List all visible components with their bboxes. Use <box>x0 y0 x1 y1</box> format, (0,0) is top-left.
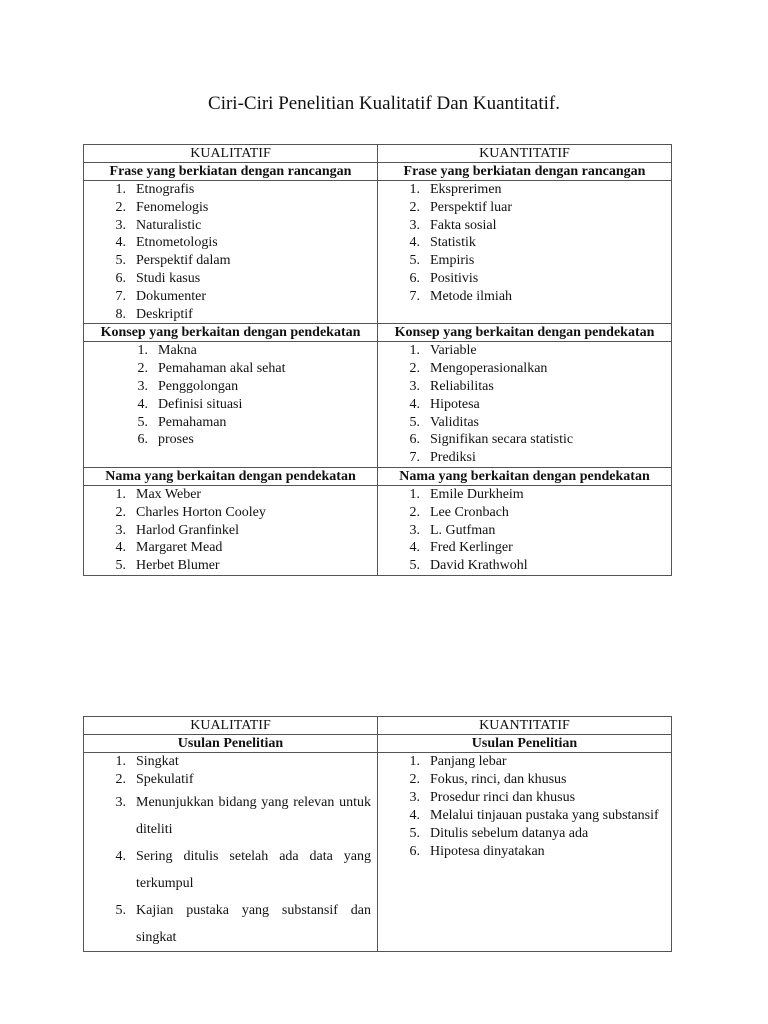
list-number: 6. <box>137 432 148 448</box>
list-item-text: Spekulatif <box>136 772 194 787</box>
list-item <box>378 539 671 557</box>
list-item <box>378 504 671 522</box>
list-item <box>84 252 377 270</box>
list-number: 3. <box>409 522 420 538</box>
list-cell-left <box>84 485 378 575</box>
list-item <box>84 753 377 771</box>
list-cell-right <box>378 342 672 468</box>
header-kuantitatif: KUANTITATIF <box>378 145 672 163</box>
list-item <box>84 414 377 432</box>
list-item <box>378 753 671 771</box>
header-kualitatif: KUALITATIF <box>84 145 378 163</box>
list-number: 4. <box>409 235 420 251</box>
list-number: 2. <box>409 361 420 377</box>
list-item-text: Pemahaman akal sehat <box>158 361 286 377</box>
header-kualitatif: KUALITATIF <box>84 717 378 735</box>
list-item <box>84 504 377 522</box>
list-item-text: Variable <box>430 343 477 359</box>
list-item-text: proses <box>158 432 194 448</box>
section-title-left: Frase yang berkiatan dengan rancangan <box>84 163 378 181</box>
list-number: 1. <box>409 343 420 359</box>
list-item-text: Ditulis sebelum datanya ada <box>430 826 589 841</box>
list-number: 2. <box>409 199 420 215</box>
list-item <box>84 897 377 951</box>
list-item-text: Penggolongan <box>158 378 239 394</box>
list-item <box>84 288 377 306</box>
list-item-text: Prediksi <box>430 450 476 466</box>
list-number: 4. <box>409 396 420 412</box>
list-number: 4. <box>115 849 126 864</box>
list-number: 4. <box>115 540 126 556</box>
list-number: 5. <box>409 826 420 841</box>
list-item-text: Fakta sosial <box>430 217 497 233</box>
list-item-text: Prosedur rinci dan khusus <box>430 790 576 805</box>
list-number: 4. <box>115 235 126 251</box>
list-number: 6. <box>409 432 420 448</box>
list-number: 1. <box>115 486 126 502</box>
list-item <box>84 486 377 504</box>
list-number: 3. <box>137 378 148 394</box>
list-number: 7. <box>409 450 420 466</box>
list-number: 5. <box>115 903 126 918</box>
list-item-text: Fred Kerlinger <box>430 540 513 556</box>
list-number: 8. <box>115 306 126 322</box>
list-item <box>378 522 671 540</box>
list-number: 3. <box>115 795 126 810</box>
list-item-text: Statistik <box>430 235 476 251</box>
list-item <box>378 360 671 378</box>
list-cell-right <box>378 485 672 575</box>
list-item <box>378 825 671 843</box>
list-item-text: Sering ditulis setelah ada data yang terkumpul <box>136 849 371 891</box>
list-item <box>84 396 377 414</box>
characteristics-table <box>83 144 672 576</box>
list-item <box>378 217 671 235</box>
section-title-left: Usulan Penelitian <box>84 735 378 753</box>
list-item-text: Eksprerimen <box>430 182 502 197</box>
list-item-text: Makna <box>158 343 197 359</box>
list-item-text: Etnografis <box>136 182 195 197</box>
list-item <box>84 789 377 843</box>
list-item-text: L. Gutfman <box>430 522 496 538</box>
list-item <box>378 557 671 575</box>
list-item <box>378 807 671 825</box>
list-number: 4. <box>409 540 420 556</box>
list-item-text: Harlod Granfinkel <box>136 522 240 538</box>
list-item-text: Studi kasus <box>136 270 201 286</box>
list-item <box>84 181 377 199</box>
list-number: 6. <box>115 270 126 286</box>
list-cell-right <box>378 753 672 952</box>
list-item-text: Herbet Blumer <box>136 558 220 574</box>
list-item-text: Empiris <box>430 253 475 269</box>
list-item-text: Deskriptif <box>136 306 193 322</box>
list-item <box>84 306 377 324</box>
list-number: 4. <box>409 808 420 823</box>
list-item-text: Metode ilmiah <box>430 288 513 304</box>
list-number: 2. <box>137 361 148 377</box>
list-item-text: Singkat <box>136 754 179 769</box>
list-item-text: Hipotesa dinyatakan <box>430 844 545 859</box>
list-item <box>378 449 671 467</box>
list-item <box>378 252 671 270</box>
list-number: 7. <box>409 288 420 304</box>
list-item <box>378 414 671 432</box>
list-item <box>84 539 377 557</box>
list-item-text: Validitas <box>430 414 479 430</box>
list-item <box>378 431 671 449</box>
list-number: 3. <box>409 217 420 233</box>
list-item-text: Fenomelogis <box>136 199 209 215</box>
section-title-right: Konsep yang berkaitan dengan pendekatan <box>378 324 672 342</box>
list-item-text: Max Weber <box>136 486 202 502</box>
section-title-right: Usulan Penelitian <box>378 735 672 753</box>
list-item-text: Mengoperasionalkan <box>430 361 548 377</box>
list-number: 5. <box>409 253 420 269</box>
list-number: 1. <box>115 754 126 769</box>
list-number: 1. <box>409 754 420 769</box>
list-item-text: Kajian pustaka yang substansif dan singkat <box>136 903 371 945</box>
list-number: 7. <box>115 288 126 304</box>
list-item-text: Panjang lebar <box>430 754 507 769</box>
list-number: 5. <box>137 414 148 430</box>
section-title-left: Konsep yang berkaitan dengan pendekatan <box>84 324 378 342</box>
list-number: 3. <box>115 522 126 538</box>
list-item <box>378 181 671 199</box>
list-item-text: David Krathwohl <box>430 558 528 574</box>
list-item <box>378 789 671 807</box>
list-item-text: Charles Horton Cooley <box>136 504 266 520</box>
list-number: 6. <box>409 844 420 859</box>
list-item-text: Perspektif dalam <box>136 253 231 269</box>
proposal-table <box>83 716 672 952</box>
list-number: 1. <box>137 343 148 359</box>
list-item-text: Margaret Mead <box>136 540 223 556</box>
list-item-text: Definisi situasi <box>158 396 243 412</box>
section-title-left: Nama yang berkaitan dengan pendekatan <box>84 467 378 485</box>
list-number: 3. <box>115 217 126 233</box>
list-item-text: Lee Cronbach <box>430 504 509 520</box>
list-number: 1. <box>409 486 420 502</box>
list-item <box>84 378 377 396</box>
list-item-text: Signifikan secara statistic <box>430 432 574 448</box>
list-item <box>84 360 377 378</box>
list-item <box>378 771 671 789</box>
list-item-text: Naturalistic <box>136 217 202 233</box>
list-item <box>84 557 377 575</box>
list-item-text: Melalui tinjauan pustaka yang substansif <box>430 808 659 823</box>
list-item <box>378 234 671 252</box>
section-title-right: Nama yang berkaitan dengan pendekatan <box>378 467 672 485</box>
list-item-text: Hipotesa <box>430 396 480 412</box>
list-cell-left <box>84 181 378 324</box>
list-item-text: Menunjukkan bidang yang relevan untuk diteliti <box>136 795 371 837</box>
list-number: 5. <box>115 558 126 574</box>
list-item <box>84 342 377 360</box>
list-item <box>378 199 671 217</box>
page-title: Ciri-Ciri Penelitian Kualitatif Dan Kuantitatif. <box>208 93 560 114</box>
list-item-text: Pemahaman <box>158 414 227 430</box>
list-number: 2. <box>115 199 126 215</box>
list-item <box>378 486 671 504</box>
list-number: 2. <box>409 772 420 787</box>
list-item <box>84 217 377 235</box>
list-cell-left <box>84 753 378 952</box>
list-item <box>378 288 671 306</box>
list-item-text: Fokus, rinci, dan khusus <box>430 772 567 787</box>
list-number: 6. <box>409 270 420 286</box>
list-item <box>378 843 671 861</box>
section-title-right: Frase yang berkiatan dengan rancangan <box>378 163 672 181</box>
list-item <box>84 843 377 897</box>
list-item <box>84 771 377 789</box>
list-item <box>84 270 377 288</box>
list-number: 2. <box>115 772 126 787</box>
list-number: 1. <box>115 182 126 197</box>
list-number: 3. <box>409 378 420 394</box>
list-cell-right <box>378 181 672 324</box>
list-item-text: Dokumenter <box>136 288 206 304</box>
list-number: 1. <box>409 182 420 197</box>
list-item <box>378 342 671 360</box>
list-item <box>378 270 671 288</box>
list-number: 2. <box>409 504 420 520</box>
list-number: 3. <box>409 790 420 805</box>
list-number: 5. <box>409 414 420 430</box>
list-item <box>84 522 377 540</box>
list-item-text: Emile Durkheim <box>430 486 524 502</box>
list-number: 4. <box>137 396 148 412</box>
list-item <box>84 234 377 252</box>
list-number: 2. <box>115 504 126 520</box>
list-item <box>84 199 377 217</box>
list-item-text: Perspektif luar <box>430 199 513 215</box>
list-item <box>84 431 377 449</box>
list-item-text: Positivis <box>430 270 479 286</box>
list-cell-left <box>84 342 378 468</box>
list-number: 5. <box>409 558 420 574</box>
list-number: 5. <box>115 253 126 269</box>
header-kuantitatif: KUANTITATIF <box>378 717 672 735</box>
list-item <box>378 378 671 396</box>
list-item-text: Reliabilitas <box>430 378 494 394</box>
list-item <box>378 396 671 414</box>
list-item-text: Etnometologis <box>136 235 218 251</box>
